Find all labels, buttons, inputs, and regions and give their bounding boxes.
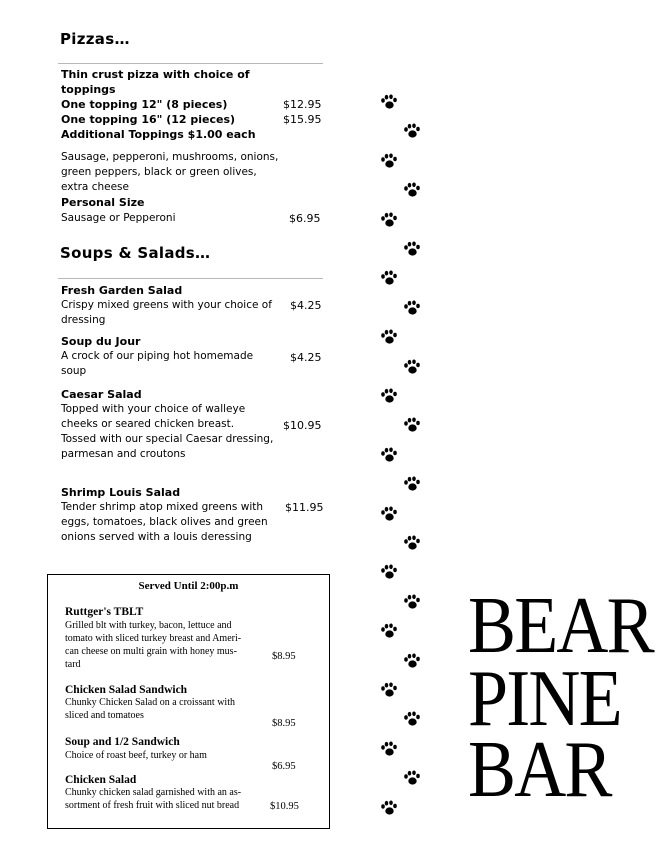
paw-print-icon — [380, 623, 398, 639]
caesar-salad-desc-4: parmesan and croutons — [61, 448, 186, 460]
paw-print-icon — [380, 212, 398, 228]
pizza-toppings-line1: Sausage, pepperoni, mushrooms, onions, — [61, 151, 279, 163]
chicken-sandwich-price: $8.95 — [272, 718, 296, 729]
paw-print-icon — [403, 653, 421, 669]
chicken-salad-price: $10.95 — [270, 801, 299, 812]
garden-salad-desc-2: dressing — [61, 314, 106, 326]
tblt-title: Ruttger's TBLT — [65, 606, 144, 618]
logo-line-pine: PINE — [468, 655, 621, 743]
paw-print-icon — [380, 153, 398, 169]
soup-du-jour-desc-1: A crock of our piping hot homemade — [61, 350, 254, 362]
pizzas-divider — [58, 63, 323, 64]
pizza-toppings-line2: green peppers, black or green olives, — [61, 166, 257, 178]
soup-half-sandwich-desc: Choice of roast beef, turkey or ham — [65, 750, 207, 761]
paw-print-icon — [403, 711, 421, 727]
chicken-sandwich-desc-1: Chunky Chicken Salad on a croissant with — [65, 697, 235, 708]
paw-print-icon — [380, 682, 398, 698]
paw-print-icon — [380, 564, 398, 580]
pizza-toppings-line3: extra cheese — [61, 181, 129, 193]
soup-half-sandwich-price: $6.95 — [272, 761, 296, 772]
paw-print-icon — [403, 123, 421, 139]
lunch-box-heading: Served Until 2:00p.m — [138, 580, 239, 592]
soups-divider — [58, 278, 323, 279]
tblt-desc-3: can cheese on multi grain with honey mus- — [65, 646, 237, 657]
soup-du-jour-price: $4.25 — [290, 351, 322, 364]
paw-print-icon — [403, 594, 421, 610]
pizza-12in-price: $12.95 — [283, 98, 322, 111]
pizza-16in-price: $15.95 — [283, 113, 322, 126]
chicken-salad-title: Chicken Salad — [65, 774, 137, 786]
paw-print-icon — [403, 535, 421, 551]
pizza-additional-toppings: Additional Toppings $1.00 each — [61, 128, 256, 141]
paw-print-icon — [403, 300, 421, 316]
caesar-salad-title: Caesar Salad — [61, 388, 142, 401]
chicken-salad-desc-2: sortment of fresh fruit with sliced nut bread — [65, 800, 240, 811]
logo-line-bear: BEAR — [468, 582, 653, 670]
paw-print-icon — [380, 447, 398, 463]
paw-print-icon — [403, 770, 421, 786]
paw-print-icon — [380, 329, 398, 345]
soups-heading: Soups & Salads… — [60, 244, 211, 262]
pizza-intro-line1: Thin crust pizza with choice of — [61, 68, 250, 81]
paw-print-icon — [403, 182, 421, 198]
chicken-sandwich-title: Chicken Salad Sandwich — [65, 684, 188, 696]
logo-line-bar: BAR — [468, 726, 611, 814]
pizza-intro-line2: toppings — [61, 83, 116, 96]
personal-size-desc: Sausage or Pepperoni — [61, 212, 176, 224]
soup-du-jour-title: Soup du Jour — [61, 335, 141, 348]
caesar-salad-desc-2: cheeks or seared chicken breast. — [61, 418, 235, 430]
tblt-desc-1: Grilled blt with turkey, bacon, lettuce and — [65, 620, 232, 631]
personal-size-title: Personal Size — [61, 196, 145, 209]
shrimp-salad-price: $11.95 — [285, 501, 324, 514]
paw-print-icon — [403, 241, 421, 257]
caesar-salad-price: $10.95 — [283, 419, 322, 432]
paw-print-icon — [403, 359, 421, 375]
garden-salad-price: $4.25 — [290, 299, 322, 312]
shrimp-salad-desc-2: eggs, tomatoes, black olives and green — [61, 516, 268, 528]
caesar-salad-desc-1: Topped with your choice of walleye — [61, 403, 246, 415]
pizza-12in-label: One topping 12" (8 pieces) — [61, 98, 228, 111]
paw-print-icon — [380, 94, 398, 110]
chicken-sandwich-desc-2: sliced and tomatoes — [65, 710, 144, 721]
paw-print-icon — [380, 270, 398, 286]
paw-print-icon — [380, 506, 398, 522]
paw-print-icon — [403, 476, 421, 492]
paw-print-icon — [380, 741, 398, 757]
lunch-box — [47, 574, 330, 829]
soup-half-sandwich-title: Soup and 1/2 Sandwich — [65, 736, 180, 748]
paw-print-icon — [380, 800, 398, 816]
soup-du-jour-desc-2: soup — [61, 365, 87, 377]
tblt-desc-4: tard — [65, 659, 81, 670]
garden-salad-title: Fresh Garden Salad — [61, 284, 183, 297]
personal-size-price: $6.95 — [289, 212, 321, 225]
pizza-16in-label: One topping 16" (12 pieces) — [61, 113, 236, 126]
paw-print-icon — [380, 388, 398, 404]
paw-print-icon — [403, 417, 421, 433]
shrimp-salad-desc-3: onions served with a louis deressing — [61, 531, 252, 543]
shrimp-salad-desc-1: Tender shrimp atop mixed greens with — [61, 501, 264, 513]
tblt-desc-2: tomato with sliced turkey breast and Ameri- — [65, 633, 242, 644]
garden-salad-desc-1: Crispy mixed greens with your choice of — [61, 299, 272, 311]
shrimp-salad-title: Shrimp Louis Salad — [61, 486, 181, 499]
pizzas-heading: Pizzas… — [60, 30, 130, 48]
tblt-price: $8.95 — [272, 651, 296, 662]
chicken-salad-desc-1: Chunky chicken salad garnished with an as- — [65, 787, 242, 798]
caesar-salad-desc-3: Tossed with our special Caesar dressing, — [61, 433, 274, 445]
